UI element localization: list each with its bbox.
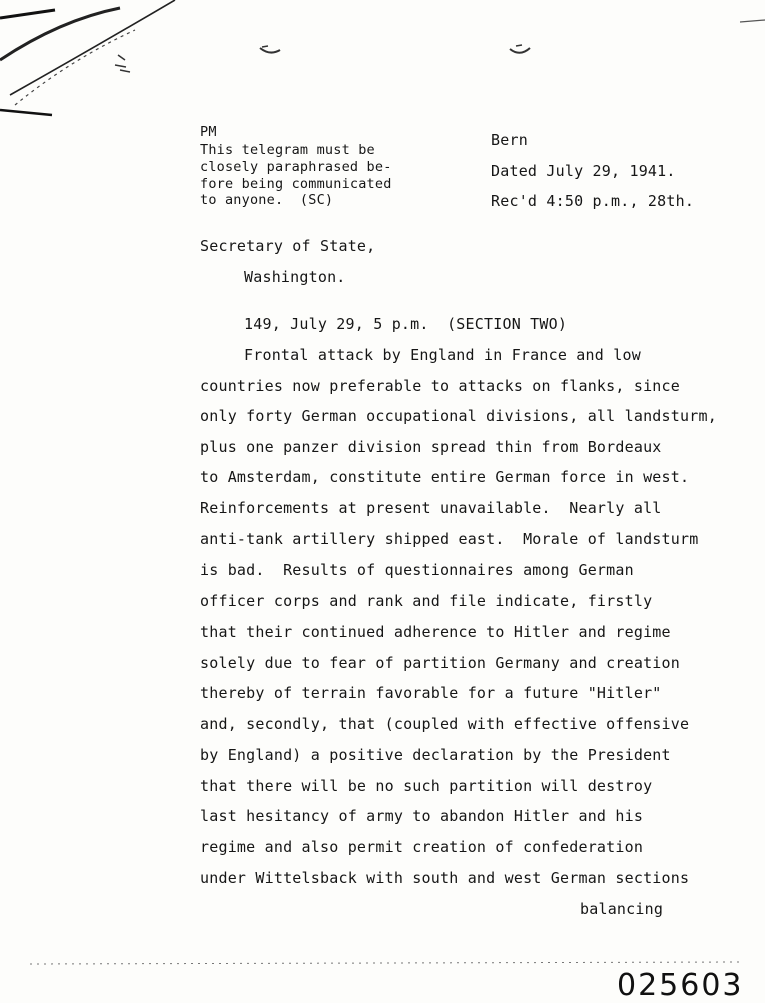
body-line: Reinforcements at present unavailable. Nearly all xyxy=(200,499,662,517)
body-line: officer corps and rank and file indicate, firstly xyxy=(200,592,653,610)
body-line: and, secondly, that (coupled with effective offensive xyxy=(200,715,690,733)
body-line: plus one panzer division spread thin from Bordeaux xyxy=(200,438,662,456)
header-received: Rec'd 4:50 p.m., 28th. xyxy=(491,192,695,210)
body-line: countries now preferable to attacks on flanks, since xyxy=(200,377,680,395)
body-line: only forty German occupational divisions, all landsturm, xyxy=(200,407,717,425)
header-left-line-2: closely paraphrased be- xyxy=(200,159,392,175)
header-left-line-3: fore being communicated xyxy=(200,176,392,192)
body-line: under Wittelsback with south and west German sections xyxy=(200,869,690,887)
address-recipient: Secretary of State, xyxy=(200,237,376,255)
body-line: solely due to fear of partition Germany and creation xyxy=(200,654,680,672)
continuation-word: balancing xyxy=(580,900,664,918)
staple-mark-icon xyxy=(258,44,282,58)
message-reference: 149, July 29, 5 p.m. (SECTION TWO) xyxy=(244,315,568,333)
header-dated: Dated July 29, 1941. xyxy=(491,162,676,180)
body-line: thereby of terrain favorable for a future "Hitler" xyxy=(200,684,662,702)
document-number-stamp: 025603 xyxy=(617,968,744,1003)
corner-pen-strokes xyxy=(0,0,190,125)
body-line: last hesitancy of army to abandon Hitler and his xyxy=(200,807,644,825)
body-line: is bad. Results of questionnaires among German xyxy=(200,561,634,579)
body-line: to Amsterdam, constitute entire German force in west. xyxy=(200,468,690,486)
header-left-line-4: to anyone. (SC) xyxy=(200,192,334,208)
body-line: that there will be no such partition will destroy xyxy=(200,777,653,795)
body-line: anti-tank artillery shipped east. Morale of landsturm xyxy=(200,530,699,548)
body-line: by England) a positive declaration by the President xyxy=(200,746,671,764)
header-left-line-1: This telegram must be xyxy=(200,142,375,158)
header-place: Bern xyxy=(491,131,528,149)
body-line: regime and also permit creation of confederation xyxy=(200,838,644,856)
address-city: Washington. xyxy=(244,268,346,286)
body-line: Frontal attack by England in France and low xyxy=(244,346,641,364)
top-edge-speckle xyxy=(700,0,765,30)
body-line: that their continued adherence to Hitler and regime xyxy=(200,623,671,641)
punch-mark-icon xyxy=(508,44,532,58)
header-left-line-0: PM xyxy=(200,124,217,140)
